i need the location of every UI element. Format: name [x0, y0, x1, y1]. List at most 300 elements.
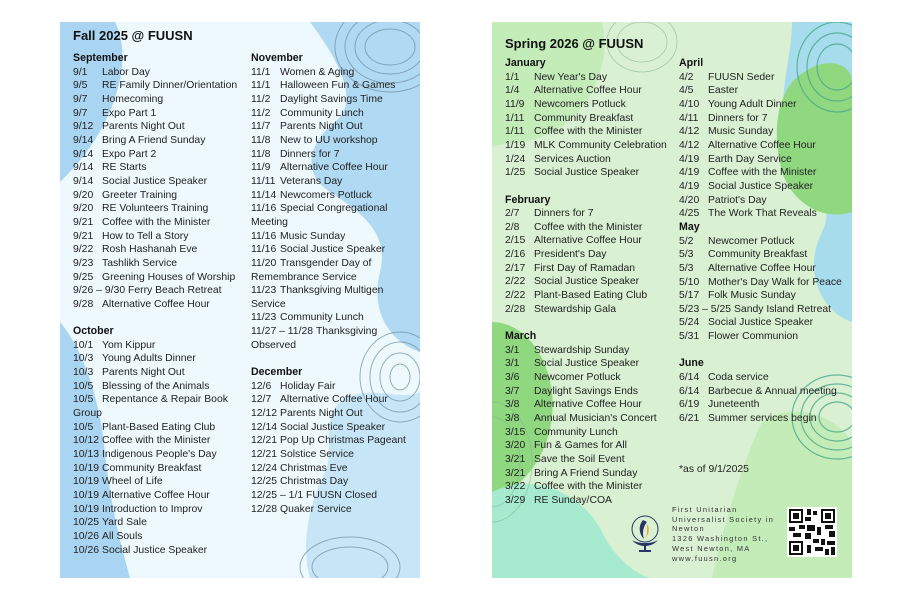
- event-item: [505, 289, 677, 303]
- event-date: 11/23: [251, 312, 277, 324]
- event-date: 3/22: [505, 481, 526, 493]
- event-item: [251, 66, 419, 80]
- event-name: Summer services begin: [708, 413, 817, 424]
- event-item: [251, 202, 419, 229]
- event-item: [679, 276, 844, 290]
- event-name: Easter: [708, 85, 739, 97]
- event-item: [251, 407, 419, 421]
- event-date: 12/21: [251, 448, 278, 460]
- event-date: 5/3: [679, 249, 694, 261]
- event-name: Indigenous People's Day: [102, 448, 217, 460]
- event-name: Social Justice Speaker: [280, 244, 386, 256]
- event-item: [505, 98, 677, 112]
- event-date: 11/20: [251, 257, 277, 269]
- event-name: Annual Musician's Concert: [534, 412, 657, 424]
- event-item: [73, 298, 251, 312]
- event-item: [73, 134, 251, 148]
- event-name: Veterans Day: [280, 175, 343, 187]
- event-date: 10/12: [73, 435, 100, 447]
- event-name: Music Sunday: [280, 230, 346, 242]
- event-date: 3/1: [505, 344, 520, 356]
- event-date: 3/1: [505, 358, 520, 370]
- event-date: 11/1: [251, 66, 271, 78]
- event-item: [251, 161, 419, 175]
- event-name: Newcomer Potluck: [534, 371, 621, 383]
- event-date: 1/4: [505, 85, 520, 97]
- event-item: [505, 262, 677, 276]
- event-date: 9/28: [73, 298, 94, 310]
- event-item: [73, 489, 251, 503]
- event-date: 10/5: [73, 394, 94, 406]
- event-name: Community Breakfast: [708, 249, 808, 261]
- spring-column-right: [679, 57, 844, 439]
- event-item: [73, 462, 251, 476]
- event-item: [73, 284, 251, 298]
- event-name: Parents Night Out: [280, 121, 363, 133]
- event-item: [73, 107, 251, 121]
- event-item: [505, 275, 677, 289]
- event-item: [251, 148, 419, 162]
- event-item: [679, 371, 844, 385]
- event-name: RE Sunday/COA: [534, 494, 612, 506]
- event-item: [251, 503, 419, 517]
- event-item: [73, 79, 251, 93]
- event-item: [73, 230, 251, 244]
- event-date: 9/7: [73, 93, 88, 105]
- event-name: Social Justice Speaker: [534, 358, 640, 370]
- event-name: New Year's Day: [534, 71, 608, 83]
- event-date: 5/24: [679, 317, 700, 329]
- event-name: 9/30 Ferry Beach Retreat: [104, 285, 222, 297]
- month-section-april: [679, 57, 844, 221]
- event-date: 3/20: [505, 440, 526, 452]
- event-date: 3/8: [505, 399, 520, 411]
- event-date: 11/2: [251, 107, 271, 119]
- event-date: 11/23: [251, 285, 277, 297]
- event-name: Community Lunch: [534, 426, 618, 438]
- event-name: Young Adult Dinner: [708, 98, 797, 110]
- event-item: [679, 398, 844, 412]
- event-item: [505, 357, 677, 371]
- event-name: Coffee with the Minister: [708, 167, 817, 179]
- event-item: [73, 380, 251, 394]
- event-name: Music Sunday: [708, 126, 774, 138]
- event-name: Homecoming: [102, 93, 164, 105]
- event-item: [505, 371, 677, 385]
- month-section-january: [505, 57, 677, 180]
- event-date: 6/21: [679, 413, 700, 424]
- event-name: Daylight Savings Time: [280, 93, 383, 105]
- event-item: [505, 125, 677, 139]
- event-date: 9/1: [73, 66, 88, 78]
- event-item: [679, 303, 844, 317]
- event-date: 10/3: [73, 353, 94, 365]
- event-name: Social Justice Speaker: [102, 544, 208, 556]
- event-date: 1/24: [505, 153, 526, 165]
- event-date: 1/1: [505, 71, 520, 83]
- event-name: Pop Up Christmas Pageant: [280, 435, 406, 447]
- event-item: [73, 393, 251, 420]
- event-item: [251, 284, 419, 311]
- event-name: Social Justice Speaker: [708, 317, 814, 329]
- event-date: 2/22: [505, 276, 526, 288]
- event-name: Labor Day: [102, 66, 150, 78]
- event-item: [505, 385, 677, 399]
- event-date: 2/28: [505, 303, 526, 315]
- event-name: Coffee with the Minister: [102, 216, 211, 228]
- event-name: Alternative Coffee Hour: [280, 394, 388, 406]
- event-name: Coffee with the Minister: [534, 221, 643, 233]
- event-name: Coffee with the Minister: [534, 481, 643, 493]
- event-item: [679, 180, 844, 194]
- event-item: [251, 134, 419, 148]
- event-date: 4/19: [679, 167, 700, 179]
- event-date: 3/6: [505, 371, 520, 383]
- event-name: First Day of Ramadan: [534, 262, 636, 274]
- event-item: [679, 112, 844, 126]
- event-item: [73, 148, 251, 162]
- month-heading: April: [679, 57, 704, 69]
- event-name: Introduction to Improv: [102, 503, 203, 515]
- event-date: 9/20: [73, 189, 94, 201]
- event-name: RE Family Dinner/Orientation: [102, 80, 238, 92]
- event-date: 9/21: [73, 230, 94, 242]
- event-date: 12/25: [251, 476, 278, 488]
- event-item: [251, 380, 419, 394]
- event-item: [679, 385, 844, 399]
- event-item: [251, 448, 419, 462]
- event-name: RE Volunteers Training: [102, 203, 209, 215]
- month-section-december: [251, 366, 419, 516]
- event-name: Dinners for 7: [534, 208, 594, 220]
- event-item: [505, 344, 677, 358]
- event-name: Social Justice Speaker: [534, 167, 640, 179]
- month-heading: November: [251, 52, 303, 64]
- event-date: 3/29: [505, 494, 526, 506]
- event-name: Solstice Service: [280, 448, 354, 460]
- event-date: 10/19: [73, 476, 100, 488]
- event-date: 6/19: [679, 399, 700, 411]
- event-date: 3/8: [505, 412, 520, 424]
- event-name: Coffee with the Minister: [534, 126, 643, 138]
- month-heading: September: [73, 52, 128, 64]
- event-item: [251, 93, 419, 107]
- event-name: Patriot's Day: [708, 194, 767, 206]
- event-item: [73, 161, 251, 175]
- event-date: 5/2: [679, 235, 694, 247]
- event-name: Dinners for 7: [708, 112, 768, 124]
- event-item: [679, 330, 844, 344]
- event-date: 10/19: [73, 489, 100, 501]
- event-item: [505, 234, 677, 248]
- event-item: [505, 494, 677, 508]
- event-item: [679, 139, 844, 153]
- event-date: 10/13: [73, 448, 100, 460]
- event-date: 10/19: [73, 462, 100, 474]
- event-name: Wheel of Life: [102, 476, 163, 488]
- event-date: 12/25: [251, 489, 278, 501]
- event-date: 4/2: [679, 71, 694, 83]
- event-name: Newcomer Potluck: [708, 235, 795, 247]
- event-item: [679, 248, 844, 262]
- event-date: 3/21: [505, 453, 526, 465]
- event-item: [251, 475, 419, 489]
- event-date: 9/26 –: [73, 285, 102, 297]
- event-item: [73, 475, 251, 489]
- event-date: 11/9: [251, 162, 271, 174]
- event-name: Parents Night Out: [102, 121, 185, 133]
- event-item: [73, 271, 251, 285]
- event-date: 12/14: [251, 421, 278, 433]
- event-date: 2/7: [505, 208, 520, 220]
- month-section-september: [73, 52, 251, 311]
- event-item: [679, 166, 844, 180]
- event-item: [505, 248, 677, 262]
- event-item: [505, 303, 677, 317]
- month-heading: June: [679, 357, 704, 370]
- event-item: [505, 480, 677, 494]
- event-item: [73, 339, 251, 353]
- event-name: Yard Sale: [102, 517, 147, 529]
- month-section-november: [251, 52, 419, 352]
- footnote: *as of 9/1/2025: [679, 464, 749, 475]
- event-date: 9/25: [73, 271, 94, 283]
- event-date: 10/5: [73, 421, 94, 433]
- event-item: [679, 316, 844, 330]
- event-item: [251, 489, 419, 503]
- event-date: 10/25: [73, 517, 100, 529]
- event-date: 2/22: [505, 290, 526, 302]
- event-date: 1/19: [505, 139, 526, 151]
- event-item: [73, 175, 251, 189]
- card-title: Spring 2026 @ FUUSN: [505, 36, 644, 51]
- event-item: [251, 79, 419, 93]
- event-name: Coda service: [708, 372, 769, 384]
- event-item: [679, 125, 844, 139]
- event-name: Alternative Coffee Hour: [102, 298, 210, 310]
- event-date: 4/20: [679, 194, 700, 206]
- event-name: Fun & Games for All: [534, 440, 627, 452]
- event-name: Alternative Coffee Hour: [280, 162, 388, 174]
- event-date: 3/7: [505, 385, 520, 397]
- event-name: Community Breakfast: [534, 112, 634, 124]
- event-date: 6/14: [679, 372, 700, 384]
- event-name: Christmas Eve: [280, 462, 348, 474]
- event-item: [73, 421, 251, 435]
- event-item: [505, 207, 677, 221]
- event-name: Parents Night Out: [280, 408, 363, 419]
- event-date: 10/5: [73, 380, 94, 392]
- event-name: All Souls: [102, 530, 143, 542]
- event-name: Thanksgiving Multigen Service: [251, 285, 384, 310]
- month-heading: May: [679, 220, 700, 233]
- month-heading: October: [73, 325, 114, 338]
- event-item: [679, 84, 844, 98]
- event-item: [251, 243, 419, 257]
- qr-code[interactable]: [787, 507, 837, 557]
- month-section-june: [679, 357, 844, 425]
- event-item: [251, 421, 419, 435]
- org-name-line: Newton: [672, 524, 705, 534]
- event-date: 9/14: [73, 175, 94, 187]
- event-name: MLK Community Celebration: [534, 139, 667, 151]
- event-date: 11/8: [251, 134, 271, 146]
- event-name: Coffee with the Minister: [102, 435, 211, 447]
- event-name: Earth Day Service: [708, 153, 792, 165]
- event-date: 1/11: [505, 126, 525, 138]
- event-date: 4/19: [679, 153, 700, 165]
- event-date: 12/24: [251, 462, 278, 474]
- event-name: Folk Music Sunday: [708, 290, 796, 302]
- event-item: [73, 202, 251, 216]
- event-name: Greeter Training: [102, 189, 178, 201]
- event-name: Expo Part 2: [102, 148, 157, 160]
- event-date: 11/9: [505, 98, 525, 110]
- org-website: www.fuusn.org: [672, 553, 738, 563]
- event-name: Social Justice Speaker: [102, 175, 208, 187]
- event-date: 11/2: [251, 93, 271, 105]
- event-date: 9/7: [73, 107, 88, 119]
- event-name: Plant-Based Eating Club: [102, 421, 216, 433]
- event-item: [73, 189, 251, 203]
- org-city: West Newton, MA: [672, 543, 751, 553]
- event-item: [505, 221, 677, 235]
- event-date: 9/14: [73, 134, 94, 146]
- event-date: 4/12: [679, 139, 700, 151]
- event-date: 12/6: [251, 380, 272, 392]
- event-date: 4/12: [679, 126, 700, 138]
- event-name: Newcomers Potluck: [534, 98, 626, 110]
- event-date: 5/3: [679, 262, 694, 274]
- event-item: [505, 453, 677, 467]
- event-name: Plant-Based Eating Club: [534, 290, 648, 302]
- event-item: [505, 84, 677, 98]
- event-name: Flower Communion: [708, 331, 799, 343]
- event-date: 12/7: [251, 394, 272, 406]
- event-item: [73, 243, 251, 257]
- event-name: – 1/1 FUUSN Closed: [280, 489, 378, 501]
- month-heading: December: [251, 366, 303, 379]
- event-date: 11/11: [251, 175, 276, 187]
- event-item: [251, 434, 419, 448]
- event-item: [679, 289, 844, 303]
- event-item: [73, 516, 251, 530]
- event-name: Special Congregational Meeting: [251, 203, 388, 228]
- event-date: 9/12: [73, 121, 94, 133]
- event-name: Parents Night Out: [102, 367, 185, 379]
- event-date: 6/14: [679, 385, 700, 397]
- month-section-february: [505, 194, 677, 317]
- event-date: 12/12: [251, 408, 278, 419]
- event-name: Bring A Friend Sunday: [534, 467, 638, 479]
- event-date: 12/21: [251, 435, 278, 447]
- event-date: 11/16: [251, 203, 277, 215]
- event-date: 9/14: [73, 162, 94, 174]
- event-name: Stewardship Sunday: [534, 344, 630, 356]
- event-item: [251, 257, 419, 284]
- event-name: Sandy Island Retreat: [734, 303, 832, 315]
- event-date: 10/3: [73, 367, 94, 379]
- event-date: 12/28: [251, 503, 278, 515]
- card-title: Fall 2025 @ FUUSN: [73, 28, 193, 43]
- event-name: RE Starts: [102, 162, 147, 174]
- event-date: 4/11: [679, 112, 699, 124]
- event-name: Alternative Coffee Hour: [534, 85, 642, 97]
- event-date: 11/7: [251, 121, 271, 133]
- event-date: 9/20: [73, 203, 94, 215]
- event-name: Dinners for 7: [280, 148, 340, 160]
- event-name: Quaker Service: [280, 503, 352, 515]
- fall-column-right: [251, 52, 419, 530]
- event-date: 1/11: [505, 112, 525, 124]
- event-name: How to Tell a Story: [102, 230, 189, 242]
- event-item: [505, 426, 677, 440]
- event-date: 11/1: [251, 80, 271, 92]
- spring-column-left: [505, 57, 677, 521]
- event-item: [73, 544, 251, 558]
- event-date: 9/22: [73, 244, 94, 256]
- event-name: New to UU workshop: [280, 134, 378, 146]
- event-name: Women & Aging: [280, 66, 355, 78]
- month-heading: January: [505, 57, 546, 69]
- event-item: [679, 98, 844, 112]
- event-name: Bring A Friend Sunday: [102, 134, 206, 146]
- event-item: [73, 120, 251, 134]
- organization-address: [672, 505, 774, 563]
- event-name: Daylight Savings Ends: [534, 385, 638, 397]
- event-name: President's Day: [534, 249, 607, 261]
- event-date: 5/31: [679, 331, 700, 343]
- org-name-line: First Unitarian: [672, 505, 738, 514]
- event-item: [251, 393, 419, 407]
- fall-2025-calendar-card: [60, 22, 420, 578]
- event-item: [73, 530, 251, 544]
- event-date: 5/10: [679, 276, 700, 288]
- event-item: [251, 230, 419, 244]
- event-item: [73, 448, 251, 462]
- event-name: Community Breakfast: [102, 462, 202, 474]
- event-date: 1/25: [505, 167, 526, 179]
- event-date: 9/23: [73, 257, 94, 269]
- spring-2026-calendar-card: [492, 22, 852, 578]
- event-item: [505, 112, 677, 126]
- event-name: Expo Part 1: [102, 107, 157, 119]
- event-name: Newcomers Potluck: [280, 189, 372, 201]
- event-date: 9/21: [73, 216, 94, 228]
- event-item: [73, 352, 251, 366]
- event-date: 5/23 – 5/25: [679, 303, 731, 315]
- event-date: 3/21: [505, 467, 526, 479]
- event-name: Social Justice Speaker: [280, 421, 386, 433]
- event-item: [251, 311, 419, 325]
- event-name: Social Justice Speaker: [708, 180, 814, 192]
- event-name: Greening Houses of Worship: [102, 271, 236, 283]
- event-item: [679, 262, 844, 276]
- event-name: Transgender Day of Remembrance Service: [251, 257, 372, 283]
- event-item: [73, 93, 251, 107]
- event-name: Juneteenth: [708, 399, 760, 411]
- event-name: Alternative Coffee Hour: [102, 489, 210, 501]
- event-name: Mother's Day Walk for Peace: [708, 276, 842, 288]
- event-date: 9/5: [73, 80, 88, 92]
- event-date: 11/8: [251, 148, 271, 160]
- event-name: Community Lunch: [280, 312, 364, 324]
- event-name: Alternative Coffee Hour: [708, 139, 816, 151]
- event-date: 2/17: [505, 262, 526, 274]
- event-item: [251, 120, 419, 134]
- event-name: Young Adults Dinner: [102, 353, 196, 365]
- event-date: 4/5: [679, 85, 694, 97]
